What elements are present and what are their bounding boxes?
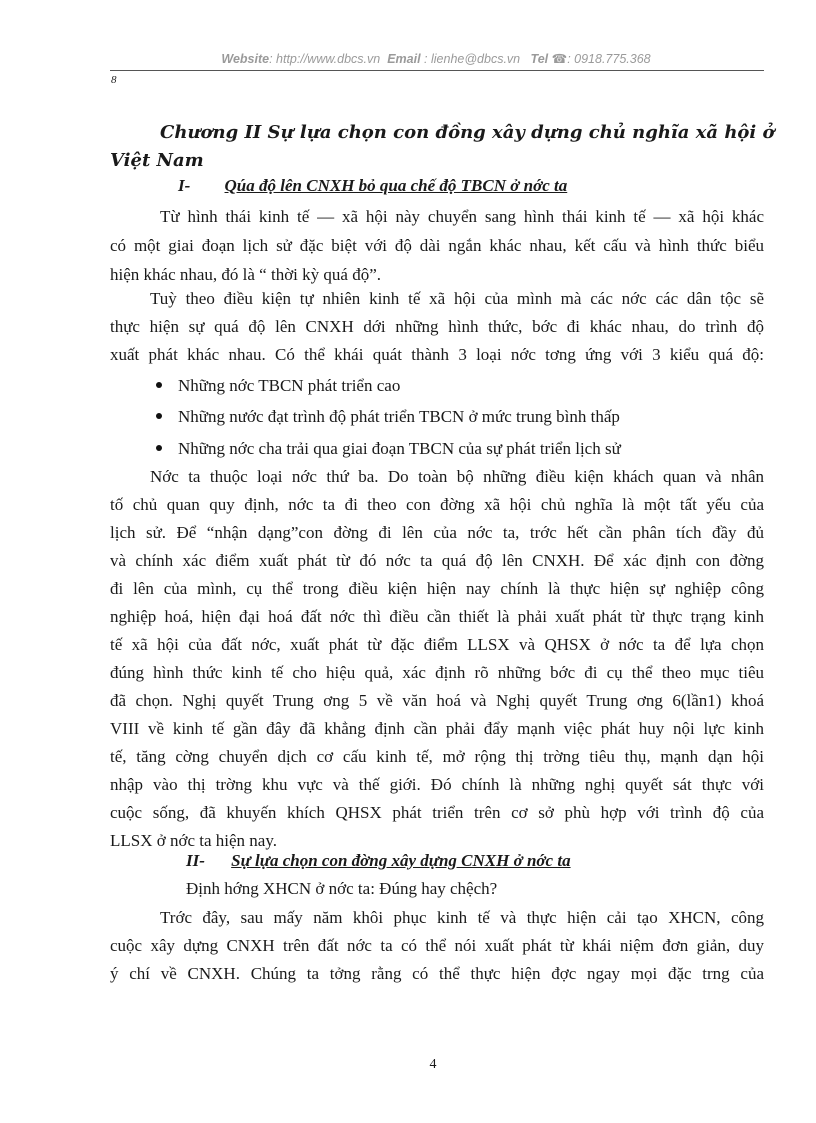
section-1-heading [178, 176, 567, 196]
tel-label: Tel [530, 52, 549, 66]
section-2-number: II- [186, 851, 205, 870]
text-line: đúng hình thức kinh tế cho hiệu quả, xác định rõ những bớc đi cụ thể theo mục tiêu [110, 663, 764, 682]
text-line: có một giai đoạn lịch sử đặc biệt với độ dài ngắn khác nhau, kết cấu và hình thức biểu [110, 236, 764, 255]
section-2-heading [186, 851, 571, 871]
text-line: LLSX ở nớc ta hiện nay. [110, 831, 278, 850]
text-line: Nớc ta thuộc loại nớc thứ ba. Do toàn bộ những điều kiện khách quan và nhân [150, 467, 764, 486]
bullet-icon [156, 445, 162, 451]
text-line: tế, tăng cờng chuyển dịch cơ cấu kinh tế, mở rộng thị trờng tiêu thụ, mạnh dạn hội [110, 747, 764, 766]
text-line: đi lên của mình, cụ thể trong điều kiện hiện nay chính là thực hiện sự nghiệp công [110, 579, 764, 598]
email-label: Email [387, 52, 421, 66]
text-line: cuộc xây dựng CNXH trên đất nớc ta có thể nói xuất phát từ khái niệm đơn giản, duy [110, 936, 764, 955]
bullet-item: Những nước đạt trình độ phát triển TBCN ở mức trung bình thấp [178, 407, 620, 426]
text-line: cuộc sống, đã khuyến khích QHSX phát triển trên cơ sở phù hợp với trình độ của [110, 803, 764, 822]
text-line: và chính xác điểm xuất phát từ đó nớc ta quá độ lên CNXH. Để xác định con đờng [110, 551, 764, 570]
section-2-title: Sự lựa chọn con đờng xây dựng CNXH ở nớc ta [231, 851, 571, 870]
text-line: ý chí về CNXH. Chúng ta tởng rằng có thể thực hiện đợc ngay mọi đặc trng của [110, 964, 764, 983]
website-label: Website [221, 52, 270, 66]
text-line: tố chủ quan quy định, nớc ta đi theo con đờng xã hội chủ nghĩa là một tất yếu của [110, 495, 764, 514]
text-line: nhập vào thị trờng khu vực và thế giới. Đó chính là những nghị quyết sát thực với [110, 775, 764, 794]
text-line: lịch sử. Để “nhận dạng”con đờng đi lên của nớc ta, trớc hết cần phân tích đầy đủ [110, 523, 764, 542]
page-header [108, 51, 764, 66]
text-line: nghiệp hoá, hiện đại hoá đất nớc thì điều cần thiết là phải xuất phát từ thực trạng kinh [110, 607, 764, 626]
website-value: : http://www.dbcs.vn [269, 52, 381, 66]
section-1-number: I- [178, 176, 191, 195]
header-divider [110, 70, 764, 71]
bullet-icon [156, 382, 162, 388]
text-line: Từ hình thái kinh tế — xã hội này chuyển sang hình thái kinh tế — xã hội khác [160, 207, 764, 226]
bullet-icon [156, 413, 162, 419]
section-1-title: Qúa độ lên CNXH bỏ qua chế độ TBCN ở nớc ta [224, 176, 568, 195]
text-line: hiện khác nhau, đó là “ thời kỳ quá độ”. [110, 265, 381, 284]
text-line: thực hiện sự quá độ lên CNXH dới những hình thức, bớc đi khác nhau, do trình độ [110, 317, 764, 336]
page-marker: 8 [111, 74, 117, 86]
bullet-item: Những nớc cha trải qua giai đoạn TBCN của sự phát triển lịch sử [178, 439, 621, 458]
text-line: đã chọn. Nghị quyết Trung ơng 5 về văn hoá và Nghị quyết Trung ơng 6(lần1) khoá [110, 691, 764, 710]
chapter-title-line2: Việt Nam [110, 150, 204, 171]
text-line: xuất phát khác nhau. Có thể khái quát thành 3 loại nớc tơng ứng với 3 kiểu quá độ: [110, 345, 764, 364]
chapter-title-line1: Chương II Sự lựa chọn con đồng xây dựng chủ nghĩa xã hội ở [160, 122, 775, 143]
subheading: Định hớng XHCN ở nớc ta: Đúng hay chệch? [186, 879, 498, 898]
text-line: Tuỳ theo điều kiện tự nhiên kinh tế xã hội của mình mà các nớc các dân tộc sẽ [150, 289, 764, 308]
page-number: 4 [429, 1057, 437, 1072]
bullet-item: Những nớc TBCN phát triển cao [178, 376, 401, 395]
text-line: tế xã hội của đất nớc, xuất phát từ đặc điểm LLSX và QHSX ở nớc ta để lựa chọn [110, 635, 764, 654]
text-line: Trớc đây, sau mấy năm khôi phục kinh tế và thực hiện cải tạo XHCN, công [160, 908, 764, 927]
text-line: VIII về kinh tế gần đây đã khẳng định cần phải đẩy mạnh việc phát huy nội lực kinh [110, 719, 764, 738]
tel-value: ☎: 0918.775.368 [551, 52, 651, 66]
email-value: : lienhe@dbcs.vn [424, 52, 521, 66]
